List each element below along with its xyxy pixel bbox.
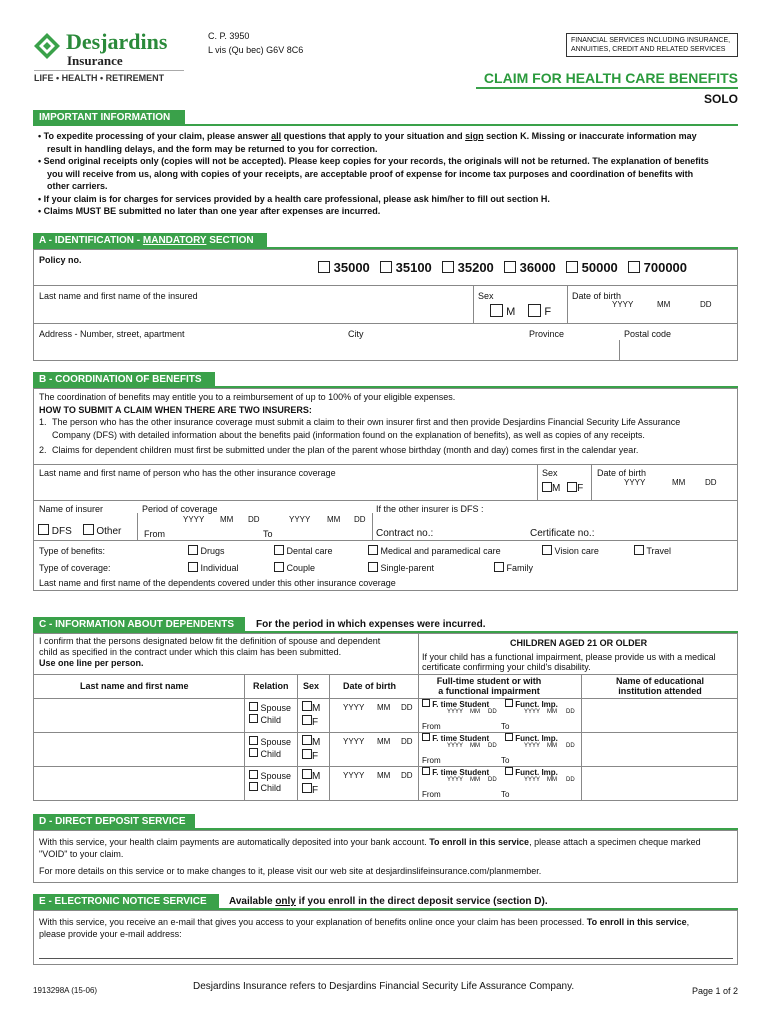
col-dob: Date of birth	[343, 681, 396, 691]
dob-label: Date of birth	[572, 291, 622, 301]
policy-options	[318, 260, 698, 278]
policy-35100[interactable]: 35100	[380, 260, 442, 278]
brand-name: Desjardins	[66, 29, 168, 54]
from-mm: MM	[220, 515, 234, 524]
relation-options[interactable]: Spouse Child	[249, 770, 291, 794]
sex-f-checkbox[interactable]	[528, 304, 541, 317]
insurer-options: DFS Other	[38, 524, 121, 537]
col-relation: Relation	[253, 681, 289, 691]
logo	[34, 31, 184, 73]
section-d-heading: D - DIRECT DEPOSIT SERVICE	[33, 814, 195, 829]
b-dob-dd: DD	[705, 478, 717, 487]
policy-label: Policy no.	[39, 255, 82, 265]
sex-options[interactable]: M F	[302, 735, 320, 763]
funct-imp-option[interactable]: Funct. Imp.	[505, 699, 558, 709]
dob-dd: DD	[700, 300, 712, 309]
b-how-line: HOW TO SUBMIT A CLAIM WHEN THERE ARE TWO INSURERS:	[39, 404, 312, 415]
policy-700000[interactable]: 700000	[628, 260, 698, 278]
children-title: CHILDREN AGED 21 OR OLDER	[510, 638, 648, 648]
b-dob-label: Date of birth	[597, 468, 647, 478]
dob-yyyy: YYYY	[612, 300, 634, 309]
b-sex-m-checkbox[interactable]	[542, 482, 552, 492]
b-dob-mm: MM	[672, 478, 686, 487]
to-dd: DD	[354, 515, 366, 524]
services-text: FINANCIAL SERVICES INCLUDING INSURANCE, ANNUITIES, CREDIT AND RELATED SERVICES	[571, 37, 731, 53]
policy-35200[interactable]: 35200	[442, 260, 504, 278]
policy-35000[interactable]: 35000	[318, 260, 380, 278]
dependent-row-3: Spouse Child M F YYYY MM DD F. time Student Funct. Imp. YYYY MM DD YYYY MM DD From To	[0, 766, 770, 800]
from-label: From	[144, 529, 165, 539]
dfs-checkbox[interactable]	[38, 524, 49, 535]
dependent-row-1: Spouse Child M F YYYY MM DD F. time Student Funct. Imp. YYYY MM DD YYYY MM DD From To	[0, 698, 770, 732]
opt-drugs[interactable]: Drugs	[188, 545, 225, 556]
section-e-text: With this service, you receive an e-mail that gives you access to your explanation of benefits online once your claim has been processed. To enroll in this service, please provide your e-mail address:	[39, 917, 690, 939]
b-point-1: 1. The person who has the other insurance coverage must submit a claim to their own insurer first and then provide Desjardins Financial Security Life Assurance	[39, 417, 681, 427]
certificate-label: Certificate no.:	[530, 528, 595, 539]
form-code: 1913298A (15-06)	[33, 986, 98, 995]
important-heading	[33, 110, 185, 125]
address-label: Address - Number, street, apartment	[39, 329, 185, 339]
dependents-label: Last name and first name of the dependents covered under this other insurance coverage	[39, 578, 396, 588]
section-e-heading: E - ELECTRONIC NOTICE SERVICE	[33, 894, 219, 909]
ft-student-option[interactable]: F. time Student	[422, 733, 489, 743]
bullet-2-cont: you will receive from us, along with copies of your receipts, are acceptable proof of expense for income tax purposes and coordination of benefits with	[47, 168, 694, 179]
sex-options: M F	[490, 304, 551, 318]
relation-options[interactable]: Spouse Child	[249, 736, 291, 760]
section-d-text: With this service, your health claim payments are automatically deposited into your bank account. To enroll in this service, please attach a specimen cheque marked "VOID" to your claim. For more details on this service or to make changes to it, please visit our web site at desjardinslifeinsurance.com/planmember.	[39, 837, 701, 876]
from-dd: DD	[248, 515, 260, 524]
dependent-row-2: Spouse Child M F YYYY MM DD F. time Student Funct. Imp. YYYY MM DD YYYY MM DD From To	[0, 732, 770, 766]
other-person-label: Last name and first name of person who has the other insurance coverage	[39, 468, 336, 478]
opt-individual[interactable]: Individual	[188, 562, 239, 573]
section-b-heading: B - COORDINATION OF BENEFITS	[33, 372, 215, 387]
types-label: Type of benefits:	[39, 546, 106, 556]
insurer-label: Name of insurer	[39, 504, 104, 514]
opt-single[interactable]: Single-parent	[368, 562, 434, 573]
other-insurer-checkbox[interactable]	[83, 524, 94, 535]
sex-m-checkbox[interactable]	[490, 304, 503, 317]
sex-options[interactable]: M F	[302, 701, 320, 729]
ft-student-option[interactable]: F. time Student	[422, 699, 489, 709]
col-name: Last name and first name	[80, 681, 189, 691]
dfs-label: If the other insurer is DFS :	[376, 504, 484, 514]
b-sex-f-checkbox[interactable]	[567, 482, 577, 492]
relation-options[interactable]: Spouse Child	[249, 702, 291, 726]
col-sex: Sex	[303, 681, 320, 691]
contract-label: Contract no.:	[376, 528, 434, 539]
period-label: Period of coverage	[142, 504, 218, 514]
col-ft: Full-time student or with a functional impairment	[436, 676, 542, 696]
section-c-note: For the period in which expenses were incurred.	[256, 619, 486, 630]
form-subtitle: SOLO	[703, 92, 738, 106]
opt-medical[interactable]: Medical and paramedical care	[368, 545, 501, 556]
opt-travel[interactable]: Travel	[634, 545, 671, 556]
to-mm: MM	[327, 515, 341, 524]
section-a-heading: A - IDENTIFICATION - MANDATORY SECTION	[33, 233, 267, 248]
to-yyyy: YYYY	[289, 515, 311, 524]
sex-options[interactable]: M F	[302, 769, 320, 797]
b-point-2: 2. Claims for dependent children must first be submitted under the plan of the parent whose birthday (month and day) comes first in the calendar year.	[39, 445, 639, 455]
province-label: Province	[529, 329, 565, 339]
section-b-intro	[39, 391, 734, 457]
address-line-2: L vis (Qu bec) G6V 8C6	[208, 45, 304, 55]
b-dob-yyyy: YYYY	[624, 478, 646, 487]
children-text: If your child has a functional impairment, please provide us with a medical certificate confirming your child's disability.	[422, 652, 716, 672]
from-yyyy: YYYY	[183, 515, 205, 524]
page-number: Page 1 of 2	[691, 986, 738, 996]
bullet-2-cont2: other carriers.	[47, 181, 108, 191]
opt-vision[interactable]: Vision care	[542, 545, 599, 556]
bullet-1-cont: result in handling delays, and the form may be returned to you for correction.	[47, 143, 378, 154]
bullet-2: • Send original receipts only (copies will not be accepted). Please keep copies for your records, the originals will not be returned. The explanation of benefits	[38, 156, 709, 166]
sex-label: Sex	[478, 291, 494, 301]
city-label: City	[348, 329, 364, 339]
c-confirm: I confirm that the persons designated below fit the definition of spouse and dependent child as specified in the contract under which this claim has been submitted. Use one line per person.	[39, 636, 381, 668]
coverage-label: Type of coverage:	[39, 563, 111, 573]
funct-imp-option[interactable]: Funct. Imp.	[505, 767, 558, 777]
important-bullets	[38, 130, 738, 218]
important-heading-text: IMPORTANT INFORMATION	[39, 112, 171, 123]
b-point-1-cont: Company (DFS) with detailed information about the benefits paid (information found on the explanation of benefits), as well as copies of any receipts.	[52, 429, 645, 440]
brand-sub: Insurance	[67, 53, 123, 68]
bullet-1: • To expedite processing of your claim, please answer all questions that apply to your situation and sign section K. Missing or inaccurate information may	[38, 131, 697, 141]
opt-family[interactable]: Family	[494, 562, 533, 573]
bullet-3: • If your claim is for charges for services provided by a health care professional, please ask him/her to fill out section H.	[38, 193, 550, 204]
b-sex-label: Sex	[542, 468, 558, 478]
opt-dental[interactable]: Dental care	[274, 545, 333, 556]
tagline: LIFE • HEALTH • RETIREMENT	[34, 73, 165, 83]
insured-name-label: Last name and first name of the insured	[39, 291, 198, 301]
dob-mm: MM	[657, 300, 671, 309]
b-sex-options: M F	[542, 482, 583, 494]
email-input-line[interactable]	[39, 958, 733, 959]
opt-couple[interactable]: Couple	[274, 562, 315, 573]
section-e-note: Available only if you enroll in the direct deposit service (section D).	[229, 896, 548, 907]
funct-imp-option[interactable]: Funct. Imp.	[505, 733, 558, 743]
form-title: CLAIM FOR HEALTH CARE BENEFITS	[483, 70, 738, 86]
address-line-1: C. P. 3950	[208, 31, 250, 41]
policy-36000[interactable]: 36000	[504, 260, 566, 278]
policy-50000[interactable]: 50000	[566, 260, 628, 278]
b-intro-line: The coordination of benefits may entitle you to a reimbursement of up to 100% of your eligible expenses.	[39, 392, 456, 402]
footer-note: Desjardins Insurance refers to Desjardins Financial Security Life Assurance Company.	[193, 981, 575, 992]
to-label: To	[263, 529, 273, 539]
bullet-4: • Claims MUST BE submitted no later than one year after expenses are incurred.	[38, 206, 381, 216]
section-c-heading: C - INFORMATION ABOUT DEPENDENTS	[33, 617, 245, 632]
col-edu: Name of educational institution attended	[615, 676, 705, 696]
desjardins-logo-icon	[34, 33, 60, 59]
postal-label: Postal code	[624, 329, 672, 339]
ft-student-option[interactable]: F. time Student	[422, 767, 489, 777]
services-box	[566, 33, 738, 57]
